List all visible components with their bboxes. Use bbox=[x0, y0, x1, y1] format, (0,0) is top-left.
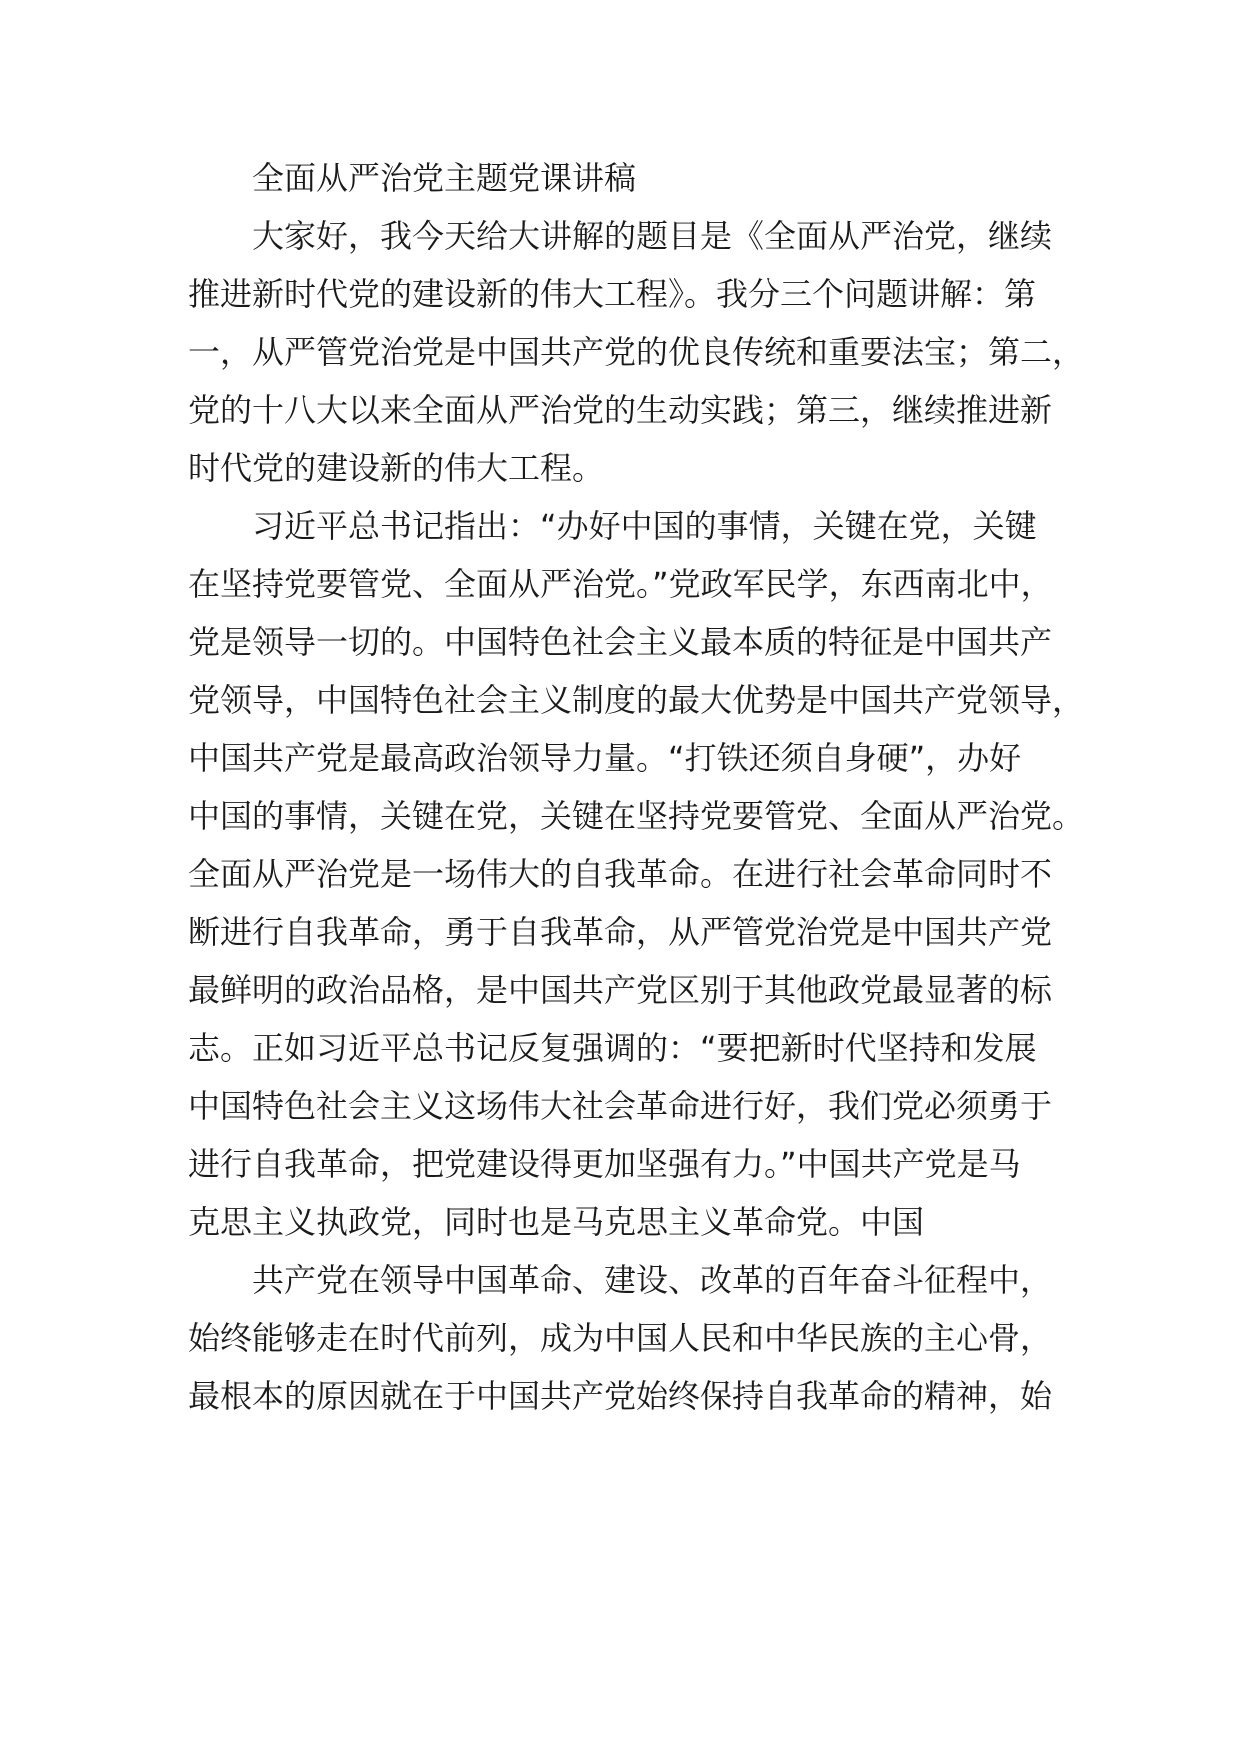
paragraph-line: 中国特色社会主义这场伟大社会革命进行好，我们党必须勇于 bbox=[188, 1087, 1053, 1125]
paragraph-line: 中国的事情，关键在党，关键在坚持党要管党、全面从严治党。 bbox=[188, 797, 1085, 835]
paragraph-line: 克思主义执政党，同时也是马克思主义革命党。中国 bbox=[188, 1203, 925, 1241]
paragraph-line: 中国共产党是最高政治领导力量。“打铁还须自身硬”，办好 bbox=[188, 739, 1022, 777]
paragraph-line: 习近平总书记指出：“办好中国的事情，关键在党，关键 bbox=[252, 507, 1037, 545]
paragraph-line: 断进行自我革命，勇于自我革命，从严管党治党是中国共产党 bbox=[188, 913, 1053, 951]
paragraph-line: 共产党在领导中国革命、建设、改革的百年奋斗征程中， bbox=[252, 1261, 1053, 1299]
paragraph-line: 始终能够走在时代前列，成为中国人民和中华民族的主心骨， bbox=[188, 1319, 1053, 1357]
document-title: 全面从严治党主题党课讲稿 bbox=[252, 159, 637, 197]
paragraph-line: 推进新时代党的建设新的伟大工程》。我分三个问题讲解：第 bbox=[188, 275, 1037, 313]
paragraph-line: 大家好，我今天给大讲解的题目是《全面从严治党，继续 bbox=[252, 217, 1053, 255]
paragraph-line: 党是领导一切的。中国特色社会主义最本质的特征是中国共产 bbox=[188, 623, 1053, 661]
paragraph-line: 在坚持党要管党、全面从严治党。”党政军民学，东西南北中， bbox=[188, 565, 1053, 603]
paragraph-line: 党领导，中国特色社会主义制度的最大优势是中国共产党领导， bbox=[188, 681, 1085, 719]
paragraph-line: 时代党的建设新的伟大工程。 bbox=[188, 449, 605, 487]
paragraph-line: 最鲜明的政治品格，是中国共产党区别于其他政党最显著的标 bbox=[188, 971, 1053, 1009]
paragraph-line: 志。正如习近平总书记反复强调的：“要把新时代坚持和发展 bbox=[188, 1029, 1037, 1067]
paragraph-line: 最根本的原因就在于中国共产党始终保持自我革命的精神，始 bbox=[188, 1377, 1053, 1415]
paragraph-line: 一，从严管党治党是中国共产党的优良传统和重要法宝；第二， bbox=[188, 333, 1085, 371]
paragraph-line: 进行自我革命，把党建设得更加坚强有力。”中国共产党是马 bbox=[188, 1145, 1021, 1183]
paragraph-line: 党的十八大以来全面从严治党的生动实践；第三，继续推进新 bbox=[188, 391, 1053, 429]
paragraph-line: 全面从严治党是一场伟大的自我革命。在进行社会革命同时不 bbox=[188, 855, 1053, 893]
